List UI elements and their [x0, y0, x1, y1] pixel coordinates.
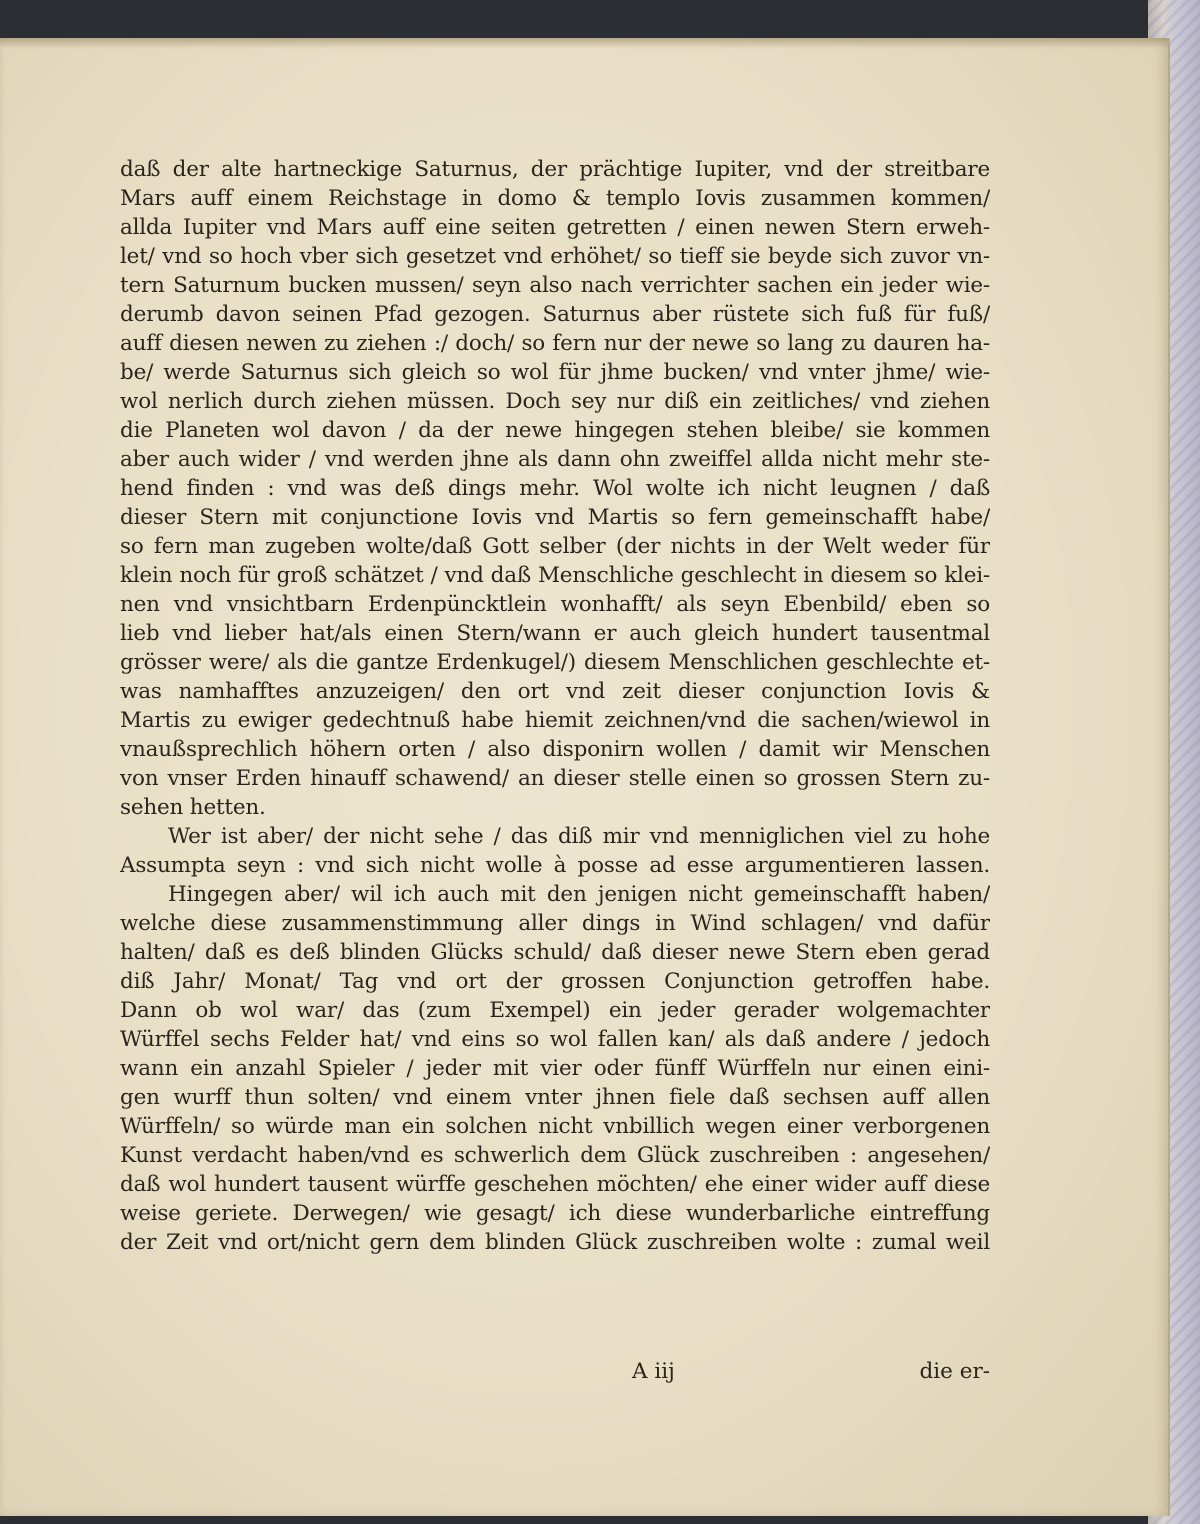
text-line: gen wurff thun solten/ vnd einem vnter jhnen fiele daß sechsen auff allen [120, 1085, 990, 1110]
text-line: let/ vnd so hoch vber sich gesetzet vnd erhöhet/ so tieff sie beyde sich zuvor vn- [120, 244, 990, 269]
text-line: wann ein anzahl Spieler / jeder mit vier oder fünff Würffeln nur einen eini- [120, 1056, 990, 1081]
text-line: Würffel sechs Felder hat/ vnd eins so wol fallen kan/ als daß andere / jedoch [120, 1027, 990, 1052]
text-line: hend finden : vnd was deß dings mehr. Wol wolte ich nicht leugnen / daß [120, 476, 990, 501]
text-line: allda Iupiter vnd Mars auff eine seiten getretten / einen newen Stern erweh- [120, 215, 990, 240]
text-line: Hingegen aber/ wil ich auch mit den jenigen nicht gemeinschafft haben/ [168, 882, 990, 907]
text-line: grösser were/ als die gantze Erdenkugel/) diesem Menschlichen geschlechte et- [120, 650, 990, 675]
text-line: Kunst verdacht haben/vnd es schwerlich dem Glück zuschreiben : angesehen/ [120, 1143, 990, 1168]
text-line: Mars auff einem Reichstage in domo & templo Iovis zusammen kommen/ [120, 186, 990, 211]
text-line: Dann ob wol war/ das (zum Exempel) ein jeder gerader wolgemachter [120, 998, 990, 1023]
text-line: sehen hetten. [120, 795, 266, 820]
text-line: was namhafftes anzuzeigen/ den ort vnd zeit dieser conjunction Iovis & [120, 679, 990, 704]
text-line: dieser Stern mit conjunctione Iovis vnd Martis so fern gemeinschafft habe/ [120, 505, 990, 530]
text-line: weise geriete. Derwegen/ wie gesagt/ ich diese wunderbarliche eintreffung [120, 1201, 990, 1226]
text-line: von vnser Erden hinauff schawend/ an dieser stelle einen so grossen Stern zu- [120, 766, 990, 791]
text-line: vnaußsprechlich höhern orten / also disponirn wollen / damit wir Menschen [120, 737, 990, 762]
text-line: wol nerlich durch ziehen müssen. Doch sey nur diß ein zeitliches/ vnd ziehen [120, 389, 990, 414]
text-line: auff diesen newen zu ziehen :/ doch/ so fern nur der newe so lang zu dauren ha- [120, 331, 990, 356]
text-line: diß Jahr/ Monat/ Tag vnd ort der grossen Conjunction getroffen habe. [120, 969, 990, 994]
text-line: Würffeln/ so würde man ein solchen nicht vnbillich wegen einer verborgenen [120, 1114, 990, 1139]
text-line: derumb davon seinen Pfad gezogen. Saturnus aber rüstete sich fuß für fuß/ [120, 302, 990, 327]
signature-mark: A iij [632, 1359, 675, 1384]
text-line: Martis zu ewiger gedechtnuß habe hiemit zeichnen/vnd die sachen/wiewol in [120, 708, 990, 733]
body-text [120, 155, 990, 1257]
text-line: Wer ist aber/ der nicht sehe / das diß mir vnd menniglichen viel zu hohe [168, 824, 990, 849]
text-line: be/ werde Saturnus sich gleich so wol für jhme bucken/ vnd vnter jhme/ wie- [120, 360, 990, 385]
text-line: der Zeit vnd ort/nicht gern dem blinden Glück zuschreiben wolte : zumal weil [120, 1230, 990, 1255]
text-line: tern Saturnum bucken mussen/ seyn also nach verrichter sachen ein jeder wie- [120, 273, 990, 298]
text-line: welche diese zusammenstimmung aller dings in Wind schlagen/ vnd dafür [120, 911, 990, 936]
text-line: halten/ daß es deß blinden Glücks schuld/ daß dieser newe Stern eben gerad [120, 940, 990, 965]
catchword: die er- [919, 1359, 990, 1384]
text-line: die Planeten wol davon / da der newe hingegen stehen bleibe/ sie kommen [120, 418, 990, 443]
text-line: Assumpta seyn : vnd sich nicht wolle à posse ad esse argumentieren lassen. [120, 853, 990, 878]
text-line: klein noch für groß schätzet / vnd daß Menschliche geschlecht in diesem so klei- [120, 563, 990, 588]
book-page [0, 38, 1170, 1516]
text-line: nen vnd vnsichtbarn Erdenpüncktlein wonhafft/ als seyn Ebenbild/ eben so [120, 592, 990, 617]
text-line: so fern man zugeben wolte/daß Gott selber (der nichts in der Welt weder für [120, 534, 990, 559]
page-footer [120, 1357, 990, 1387]
text-line: lieb vnd lieber hat/als einen Stern/wann er auch gleich hundert tausentmal [120, 621, 990, 646]
text-line: aber auch wider / vnd werden jhne als dann ohn zweiffel allda nicht mehr ste- [120, 447, 990, 472]
text-line: daß der alte hartneckige Saturnus, der prächtige Iupiter, vnd der streitbare [120, 157, 990, 182]
text-line: daß wol hundert tausent würffe geschehen möchten/ ehe einer wider auff diese [120, 1172, 990, 1197]
